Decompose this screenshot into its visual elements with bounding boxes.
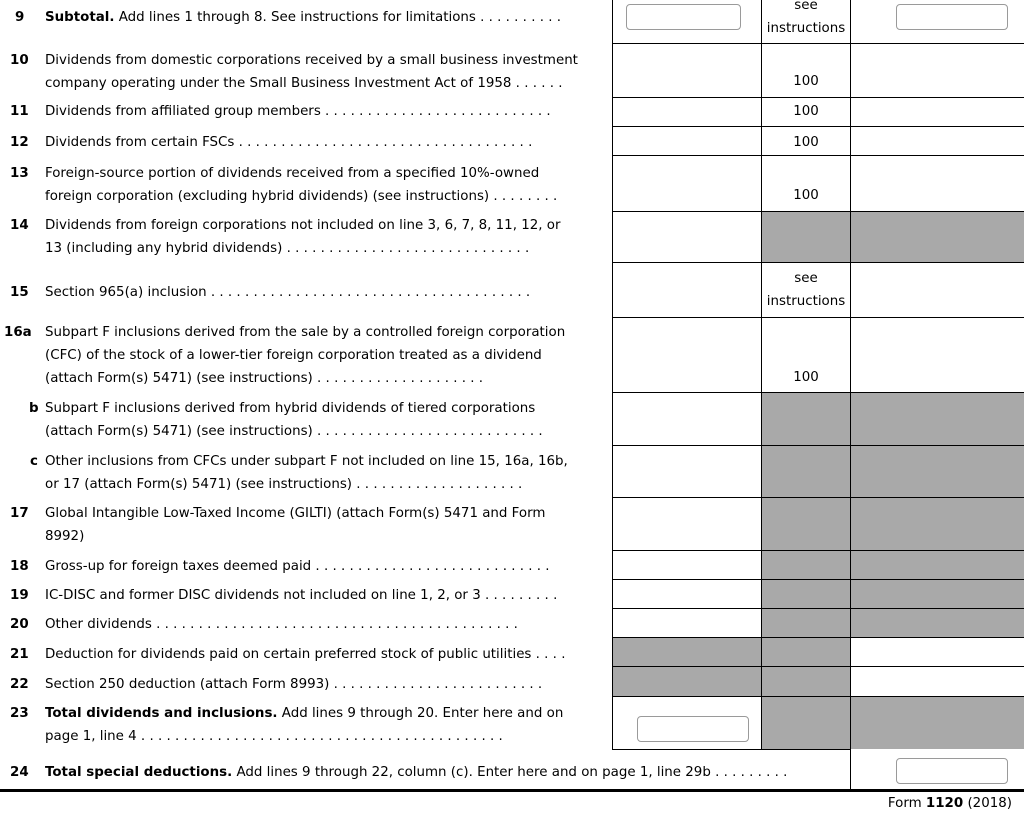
line-number: 13 xyxy=(10,166,29,181)
line-number: 16a xyxy=(4,325,32,340)
shade-19-b xyxy=(762,580,850,608)
shade-23-b xyxy=(762,697,850,749)
line-text: Section 250 deduction (attach Form 8993) . . . . . . . . . . . . . . . . . . . . . . . . . xyxy=(45,677,543,692)
footer-prefix: Form xyxy=(887,796,926,811)
line-text-1 xyxy=(45,702,608,725)
grid-hline xyxy=(612,317,1024,318)
shade-16c-c xyxy=(851,446,1024,497)
col-b-instructions-9: instructions xyxy=(766,21,846,36)
line-text: Deduction for dividends paid on certain preferred stock of public utilities . . . . xyxy=(45,647,566,662)
col-b-pct-10: 100 xyxy=(793,74,819,89)
grid-hline xyxy=(612,97,1024,98)
shade-16c-b xyxy=(762,446,850,497)
grid-hline xyxy=(612,550,1024,551)
line-number: 14 xyxy=(10,218,29,233)
shade-18-b xyxy=(762,551,850,579)
line-number: 17 xyxy=(10,506,29,521)
col-b-pct-16a: 100 xyxy=(793,370,819,385)
grid-hline xyxy=(612,608,1024,609)
grid-hline xyxy=(612,497,1024,498)
shade-17-b xyxy=(762,498,850,550)
shade-20-b xyxy=(762,609,850,637)
line-text: Other dividends . . . . . . . . . . . . . . . . . . . . . . . . . . . . . . . . . . . . . . . . . . . xyxy=(45,617,518,632)
grid-hline xyxy=(612,579,1024,580)
grid-hline xyxy=(612,392,1024,393)
line-text-3: (attach Form(s) 5471) (see instructions) . . . . . . . . . . . . . . . . . . . . xyxy=(45,371,484,386)
col-b-instructions-15: instructions xyxy=(766,294,846,309)
line-number: 18 xyxy=(10,559,29,574)
line-number: 15 xyxy=(10,285,29,300)
line-text-1: Other inclusions from CFCs under subpart F not included on line 15, 16a, 16b, xyxy=(45,454,568,469)
shade-23-c xyxy=(851,697,1024,749)
line-number: b xyxy=(29,401,39,416)
grid-hline xyxy=(612,637,1024,638)
grid-hline xyxy=(612,696,1024,697)
shade-22-b xyxy=(762,667,850,696)
line-number: 10 xyxy=(10,53,29,68)
line-number: 23 xyxy=(10,706,29,721)
line-23-col-a-input[interactable] xyxy=(637,716,749,742)
form-footer xyxy=(888,796,1012,811)
line-bold-label: Total dividends and inclusions. xyxy=(45,706,278,721)
line-text-rest: Add lines 1 through 8. See instructions for limitations . . . . . . . . . . xyxy=(114,10,561,25)
line-text-1: Dividends from foreign corporations not included on line 3, 6, 7, 8, 11, 12, or xyxy=(45,218,561,233)
line-text-1: Dividends from domestic corporations received by a small business investment xyxy=(45,53,578,68)
line-text-2: 8992) xyxy=(45,529,85,544)
line-text-rest: Add lines 9 through 22, column (c). Enter here and on page 1, line 29b . . . . . . . . . xyxy=(232,765,788,780)
shade-14c xyxy=(851,212,1024,262)
line-text: Section 965(a) inclusion . . . . . . . . . . . . . . . . . . . . . . . . . . . . . . . . . . . . . . xyxy=(45,285,531,300)
shade-20-c xyxy=(851,609,1024,637)
line-text-rest: Add lines 9 through 20. Enter here and on xyxy=(277,706,564,721)
line-number: 9 xyxy=(15,10,25,25)
grid-vline-c xyxy=(850,0,851,789)
line-text-1: Subpart F inclusions derived from hybrid dividends of tiered corporations xyxy=(45,401,536,416)
line-text-2: foreign corporation (excluding hybrid dividends) (see instructions) . . . . . . . . xyxy=(45,189,558,204)
form-bottom-rule xyxy=(0,789,1024,792)
line-number: 19 xyxy=(10,588,29,603)
line-text xyxy=(45,6,608,29)
shade-21-b xyxy=(762,638,850,666)
line-number: 24 xyxy=(10,765,29,780)
col-b-see-9: see xyxy=(794,0,818,13)
grid-hline xyxy=(612,749,851,750)
line-text: Gross-up for foreign taxes deemed paid . . . . . . . . . . . . . . . . . . . . . . . . . . . . xyxy=(45,559,550,574)
shade-17-c xyxy=(851,498,1024,550)
line-text-1: Foreign-source portion of dividends received from a specified 10%-owned xyxy=(45,166,540,181)
line-text: IC-DISC and former DISC dividends not included on line 1, 2, or 3 . . . . . . . . . xyxy=(45,588,558,603)
line-number: 22 xyxy=(10,677,29,692)
line-text-2: (CFC) of the stock of a lower-tier foreign corporation treated as a dividend xyxy=(45,348,542,363)
shade-21-a xyxy=(613,638,761,666)
line-text-2: or 17 (attach Form(s) 5471) (see instructions) . . . . . . . . . . . . . . . . . . . . xyxy=(45,477,523,492)
col-b-pct-11: 100 xyxy=(793,104,819,119)
line-text-2: (attach Form(s) 5471) (see instructions) . . . . . . . . . . . . . . . . . . . . . . . . . . . xyxy=(45,424,543,439)
line-text: Dividends from certain FSCs . . . . . . . . . . . . . . . . . . . . . . . . . . . . . . . . . . . xyxy=(45,135,533,150)
line-bold-label: Total special deductions. xyxy=(45,765,233,780)
grid-hline xyxy=(612,211,1024,212)
grid-hline xyxy=(612,666,1024,667)
line-24-col-c-input[interactable] xyxy=(896,758,1008,784)
grid-hline xyxy=(612,43,1024,44)
line-text-1: Global Intangible Low-Taxed Income (GILTI) (attach Form(s) 5471 and Form xyxy=(45,506,546,521)
line-text: Dividends from affiliated group members . . . . . . . . . . . . . . . . . . . . . . . . . . . xyxy=(45,104,551,119)
grid-hline xyxy=(612,262,1024,263)
col-b-pct-13: 100 xyxy=(793,188,819,203)
line-text-1: Subpart F inclusions derived from the sale by a controlled foreign corporation xyxy=(45,325,566,340)
line-number: c xyxy=(30,454,38,469)
col-b-see-15: see xyxy=(794,271,818,286)
footer-form-number: 1120 xyxy=(925,796,964,811)
line-bold-label: Subtotal. xyxy=(45,10,115,25)
shade-14b xyxy=(762,212,850,262)
shade-16b-c xyxy=(851,393,1024,445)
col-b-pct-12: 100 xyxy=(793,135,819,150)
footer-year: (2018) xyxy=(963,796,1012,811)
line-9-col-c-input[interactable] xyxy=(896,4,1008,30)
line-text xyxy=(45,761,842,784)
line-number: 21 xyxy=(10,647,29,662)
line-number: 20 xyxy=(10,617,29,632)
grid-hline xyxy=(612,126,1024,127)
line-text-2: company operating under the Small Business Investment Act of 1958 . . . . . . xyxy=(45,76,563,91)
line-number: 11 xyxy=(10,104,29,119)
shade-16b-b xyxy=(762,393,850,445)
line-text-2: 13 (including any hybrid dividends) . . . . . . . . . . . . . . . . . . . . . . . . . . . . . xyxy=(45,241,530,256)
line-number: 12 xyxy=(10,135,29,150)
line-9-col-a-input[interactable] xyxy=(626,4,741,30)
shade-18-c xyxy=(851,551,1024,579)
shade-22-a xyxy=(613,667,761,696)
shade-19-c xyxy=(851,580,1024,608)
grid-hline xyxy=(612,445,1024,446)
line-text-2: page 1, line 4 . . . . . . . . . . . . . . . . . . . . . . . . . . . . . . . . . . . . . . . . . . . xyxy=(45,729,503,744)
grid-hline xyxy=(612,155,1024,156)
